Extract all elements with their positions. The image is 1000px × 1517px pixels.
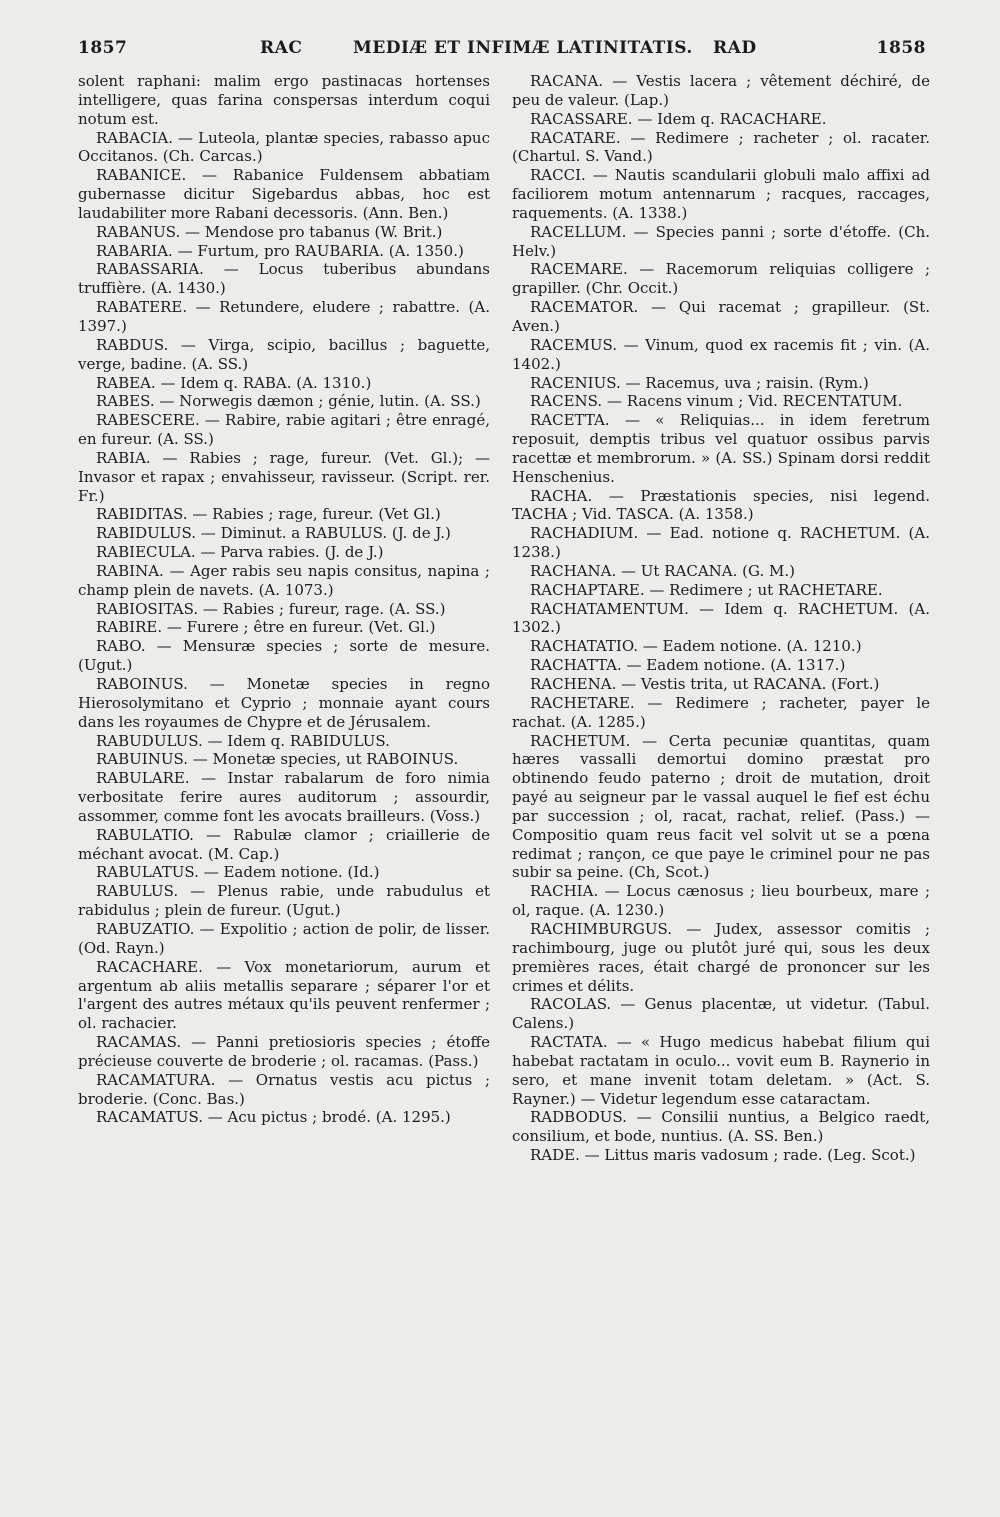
dictionary-entry: RACAMATURA. — Ornatus vestis acu pictus ; broderie. (Conc. Bas.) <box>78 1070 490 1108</box>
dictionary-entry: RABUZATIO. — Expolitio ; action de polir, de lisser. (Od. Rayn.) <box>78 919 490 957</box>
dictionary-entry: RABATERE. — Retundere, eludere ; rabattre. (A. 1397.) <box>78 298 490 335</box>
dictionary-entry: RACEMUS. — Vinum, quod ex racemis fit ; vin. (A. 1402.) <box>512 335 930 373</box>
dictionary-entry: solent raphani: malim ergo pastinacas hortenses intelligere, quas farina conspersas interdum coqui notum est. <box>78 72 490 128</box>
header-keyword-right: RAD <box>713 38 757 58</box>
dictionary-entry: RACHANA. — Ut RACANA. (G. M.) <box>530 561 795 580</box>
page-number-left: 1857 <box>78 38 128 58</box>
dictionary-entry: RACTATA. — « Hugo medicus habebat filium qui habebat ractatam in oculo... vovit eum B. Raynerio in sero, et mane invenit totam deletam. » (Act. S. Rayner.) — Videtur legendum esse cataractam. <box>512 1033 930 1108</box>
page-number-right: 1858 <box>876 38 926 58</box>
dictionary-entry: RACACHARE. — Vox monetariorum, aurum et argentum ab aliis metallis separare ; séparer l'or et l'argent des autres métaux qu'ils peuvent renfermer ; ol. rachacier. <box>78 957 490 1033</box>
dictionary-entry: RACHADIUM. — Ead. notione q. RACHETUM. (A. 1238.) <box>512 524 930 562</box>
dictionary-entry: RACEMATOR. — Qui racemat ; grapilleur. (St. Aven.) <box>512 298 930 335</box>
dictionary-entry: RABES. — Norwegis dæmon ; génie, lutin. (A. SS.) <box>96 392 481 411</box>
dictionary-entry: RABULUS. — Plenus rabie, unde rabudulus et rabidulus ; plein de fureur. (Ugut.) <box>78 882 490 920</box>
dictionary-entry: RABO. — Mensuræ species ; sorte de mesure. (Ugut.) <box>78 637 490 675</box>
dictionary-entry: RABINA. — Ager rabis seu napis consitus, napina ; champ plein de navets. (A. 1073.) <box>78 561 490 599</box>
dictionary-entry: RABIDITAS. — Rabies ; rage, fureur. (Vet Gl.) <box>96 505 441 524</box>
dictionary-entry: RACHETUM. — Certa pecuniæ quantitas, quam hæres vassalli demortui domino præstat pro obtinendo feudo paterno ; droit de mutation, droit payé au seigneur par le vassal auquel le fief est échu par succession ; ol, racat, rachat, relief. (Pass.) — Compositio quam reus facit vel solvit ut se a pœna redimat ; rançon, ce que paye le criminel pour ne pas subir sa peine. (Ch, Scot.) <box>512 731 930 882</box>
dictionary-entry: RACATARE. — Redimere ; racheter ; ol. racater. (Chartul. S. Vand.) <box>512 128 930 166</box>
dictionary-entry: RABDUS. — Virga, scipio, bacillus ; baguette, verge, badine. (A. SS.) <box>78 335 490 373</box>
dictionary-entry: RACELLUM. — Species panni ; sorte d'étoffe. (Ch. Helv.) <box>512 222 930 260</box>
dictionary-entry: RACAMAS. — Panni pretiosioris species ; étoffe précieuse couverte de broderie ; ol. racamas. (Pass.) <box>78 1033 490 1070</box>
dictionary-entry: RACANA. — Vestis lacera ; vêtement déchiré, de peu de valeur. (Lap.) <box>512 72 930 109</box>
dictionary-entry: RACHAPTARE. — Redimere ; ut RACHETARE. <box>530 580 883 599</box>
header-title: MEDIÆ ET INFIMÆ LATINITATIS. <box>353 38 693 58</box>
dictionary-entry: RACHIA. — Locus cænosus ; lieu bourbeux, mare ; ol, raque. (A. 1230.) <box>512 882 930 920</box>
dictionary-entry: RABEA. — Idem q. RABA. (A. 1310.) <box>96 373 372 392</box>
dictionary-entry: RACENIUS. — Racemus, uva ; raisin. (Rym.) <box>530 373 869 392</box>
dictionary-entry: RABESCERE. — Rabire, rabie agitari ; être enragé, en fureur. (A. SS.) <box>78 411 490 449</box>
dictionary-entry: RADE. — Littus maris vadosum ; rade. (Leg. Scot.) <box>530 1146 916 1165</box>
dictionary-entry: RACHENA. — Vestis trita, ut RACANA. (Fort.) <box>530 675 880 693</box>
dictionary-entry: RABANICE. — Rabanice Fuldensem abbatiam gubernasse dicitur Sigebardus abbas, hoc est laudabiliter more Rabani decessoris. (Ann. Ben.) <box>78 166 490 222</box>
dictionary-entry: RABIDULUS. — Diminut. a RABULUS. (J. de J.) <box>96 524 451 543</box>
running-header <box>78 38 926 68</box>
dictionary-entry: RADBODUS. — Consilii nuntius, a Belgico raedt, consilium, et bode, nuntius. (A. SS. Ben.) <box>512 1108 930 1146</box>
dictionary-entry: RACEMARE. — Racemorum reliquias colligere ; grapiller. (Chr. Occit.) <box>512 260 930 298</box>
dictionary-entry: RABIOSITAS. — Rabies ; fureur, rage. (A. SS.) <box>96 599 446 618</box>
dictionary-entry: RABIA. — Rabies ; rage, fureur. (Vet. Gl.); — Invasor et rapax ; envahisseur, ravisseur. (Script. rer. Fr.) <box>78 448 490 505</box>
dictionary-entry: RABUINUS. — Monetæ species, ut RABOINUS. <box>96 750 459 769</box>
dictionary-entry: RACAMATUS. — Acu pictus ; brodé. (A. 1295.) <box>96 1108 451 1127</box>
header-keyword-left: RAC <box>260 38 303 58</box>
dictionary-entry: RACHATATIO. — Eadem notione. (A. 1210.) <box>530 637 862 656</box>
right-column <box>512 72 930 1492</box>
dictionary-entry: RACENS. — Racens vinum ; Vid. RECENTATUM. <box>530 392 903 411</box>
dictionary-entry: RABULATIO. — Rabulæ clamor ; criaillerie de méchant avocat. (M. Cap.) <box>78 825 490 863</box>
dictionary-entry: RABULARE. — Instar rabalarum de foro nimia verbositate ferire aures auditorum ; assourdir, assommer, comme font les avocats brailleurs. (Voss.) <box>78 769 490 825</box>
dictionary-entry: RACHATTA. — Eadem notione. (A. 1317.) <box>530 656 846 675</box>
dictionary-entry: RACHATAMENTUM. — Idem q. RACHETUM. (A. 1302.) <box>512 599 930 637</box>
dictionary-entry: RACETTA. — « Reliquias... in idem feretrum reposuit, demptis tribus vel quatuor ossibus parvis racettæ et membrorum. » (A. SS.) Spinam dorsi reddit Henschenius. <box>512 411 930 486</box>
dictionary-entry: RACHA. — Præstationis species, nisi legend. TACHA ; Vid. TASCA. (A. 1358.) <box>512 486 930 524</box>
dictionary-entry: RABACIA. — Luteola, plantæ species, rabasso apuc Occitanos. (Ch. Carcas.) <box>78 128 490 166</box>
dictionary-entry: RABIRE. — Furere ; être en fureur. (Vet. Gl.) <box>96 618 436 637</box>
dictionary-entry: RABARIA. — Furtum, pro RAUBARIA. (A. 1350.) <box>96 241 464 260</box>
dictionary-entry: RABANUS. — Mendose pro tabanus (W. Brit.) <box>96 222 443 241</box>
dictionary-entry: RACASSARE. — Idem q. RACACHARE. <box>530 109 827 128</box>
dictionary-entry: RACCI. — Nautis scandularii globuli malo affixi ad faciliorem motum antennarum ; racques, raccages, raquements. (A. 1338.) <box>512 166 930 222</box>
dictionary-entry: RABULATUS. — Eadem notione. (Id.) <box>96 863 380 882</box>
dictionary-entry: RACOLAS. — Genus placentæ, ut videtur. (Tabul. Calens.) <box>512 995 930 1033</box>
dictionary-entry: RABIECULA. — Parva rabies. (J. de J.) <box>96 543 384 562</box>
dictionary-entry: RACHETARE. — Redimere ; racheter, payer le rachat. (A. 1285.) <box>512 693 930 731</box>
dictionary-entry: RACHIMBURGUS. — Judex, assessor comitis ; rachimbourg, juge ou plutôt juré qui, sous les deux premières races, était chargé de prononcer sur les crimes et délits. <box>512 919 930 995</box>
dictionary-entry: RABASSARIA. — Locus tuberibus abundans truffière. (A. 1430.) <box>78 260 490 298</box>
left-column <box>78 72 490 1492</box>
dictionary-entry: RABUDULUS. — Idem q. RABIDULUS. <box>96 731 390 750</box>
dictionary-entry: RABOINUS. — Monetæ species in regno Hierosolymitano et Cyprio ; monnaie ayant cours dans les royaumes de Chypre et de Jérusalem. <box>78 675 490 731</box>
